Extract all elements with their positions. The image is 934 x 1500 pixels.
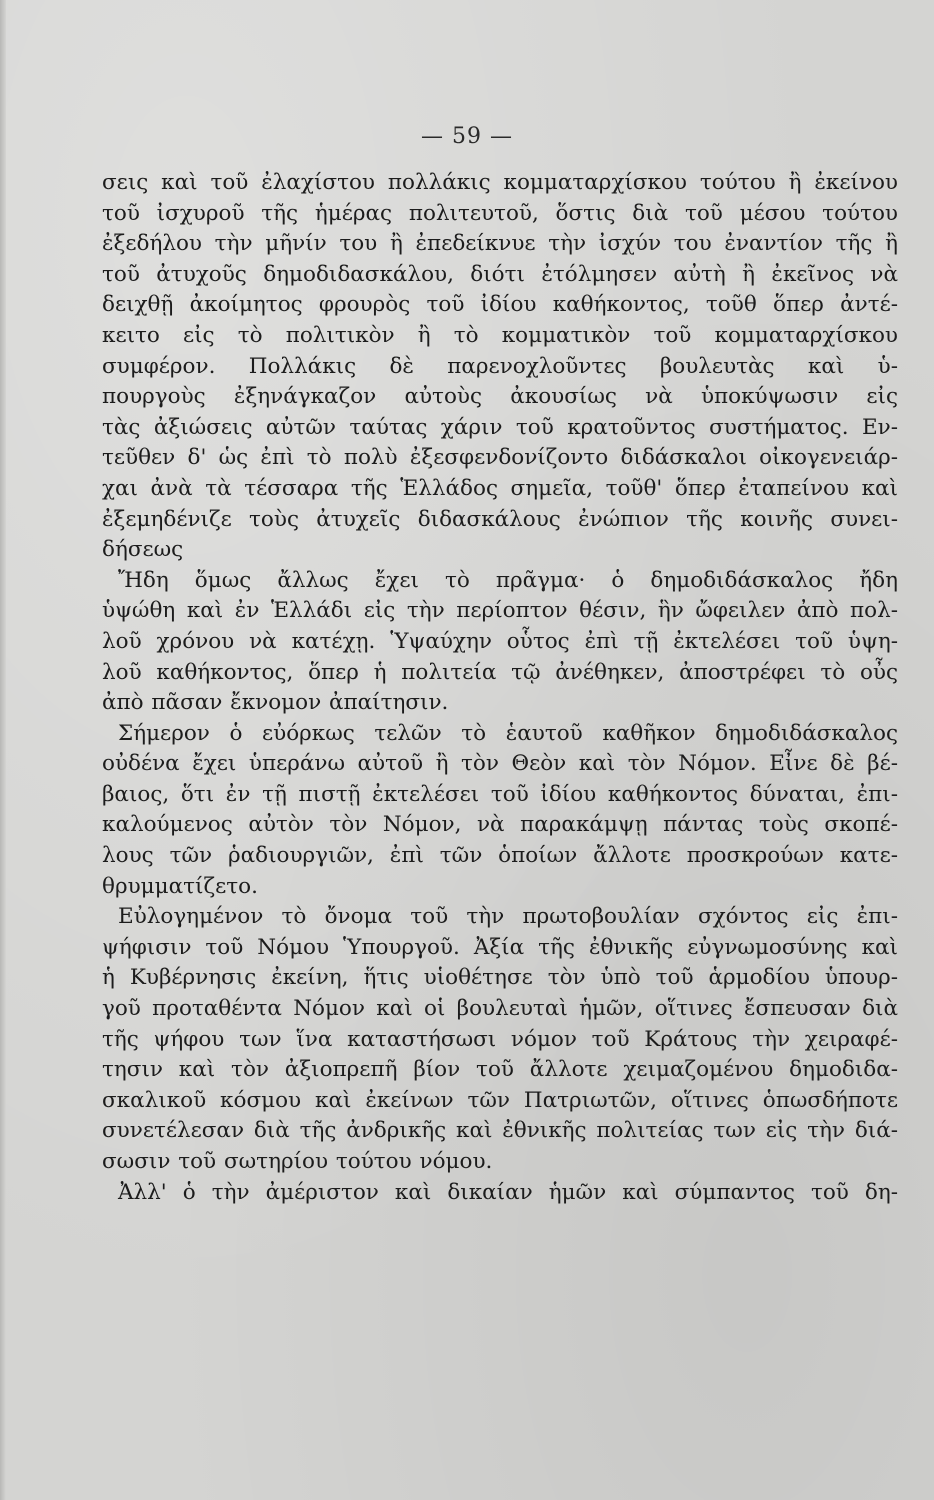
text-line: οὐδένα ἔχει ὑπεράνω αὐτοῦ ἢ τὸν Θεὸν καὶ τὸν Νόμον. Εἶνε δὲ βέ- [102, 751, 898, 777]
text-line: κειτο εἰς τὸ πολιτικὸν ἢ τὸ κομματικὸν τοῦ κομματαρχίσκου [102, 322, 898, 348]
text-line: Ἤδη ὅμως ἄλλως ἔχει τὸ πρᾶγμα· ὁ δημοδιδάσκαλος ἤδη [118, 567, 898, 593]
body-text [102, 168, 898, 1208]
text-line: ὑψώθη καὶ ἐν Ἑλλάδι εἰς τὴν περίοπτον θέσιν, ἣν ὤφειλεν ἀπὸ πολ- [102, 598, 898, 624]
text-line: σωσιν τοῦ σωτηρίου τούτου νόμου. [102, 1149, 493, 1174]
text-line: λοῦ χρόνου νὰ κατέχῃ. Ὑψαύχην οὗτος ἐπὶ τῇ ἐκτελέσει τοῦ ὑψη- [102, 628, 898, 654]
text-line: δήσεως [102, 537, 184, 563]
text-line: λους τῶν ῥαδιουργιῶν, ἐπὶ τῶν ὁποίων ἄλλοτε προσκρούων κατε- [102, 843, 898, 869]
text-line: καλούμενος αὐτὸν τὸν Νόμον, νὰ παρακάμψῃ πάντας τοὺς σκοπέ- [102, 812, 898, 838]
text-line: ψήφισιν τοῦ Νόμου Ὑπουργοῦ. Ἀξία τῆς ἐθνικῆς εὐγνωμοσύνης καὶ [102, 934, 898, 960]
text-line: τοῦ ἀτυχοῦς δημοδιδασκάλου, διότι ἐτόλμησεν αὐτὴ ἢ ἐκεῖνος νὰ [102, 261, 898, 287]
text-line: Εὐλογημένον τὸ ὄνομα τοῦ τὴν πρωτοβουλίαν σχόντος εἰς ἐπι- [118, 904, 898, 930]
text-line: τοῦ ἰσχυροῦ τῆς ἡμέρας πολιτευτοῦ, ὅστις διὰ τοῦ μέσου τούτου [102, 200, 898, 226]
text-line: τεῦθεν δ' ὡς ἐπὶ τὸ πολὺ ἐξεσφενδονίζοντο διδάσκαλοι οἰκογενειάρ- [102, 445, 898, 471]
page-edge-shadow [0, 0, 6, 1500]
text-line: τὰς ἀξιώσεις αὐτῶν ταύτας χάριν τοῦ κρατοῦντος συστήματος. Εν- [102, 414, 898, 440]
text-line: ἐξεμηδένιζε τοὺς ἀτυχεῖς διδασκάλους ἐνώπιον τῆς κοινῆς συνει- [102, 506, 898, 532]
text-line: ἡ Κυβέρνησις ἐκείνη, ἥτις υἱοθέτησε τὸν ὑπὸ τοῦ ἁρμοδίου ὑπουρ- [102, 965, 898, 991]
text-line: τησιν καὶ τὸν ἀξιοπρεπῆ βίον τοῦ ἄλλοτε χειμαζομένου δημοδιδα- [102, 1057, 898, 1083]
text-line: πουργοὺς ἐξηνάγκαζον αὐτοὺς ἀκουσίως νὰ ὑποκύψωσιν εἰς [102, 384, 898, 410]
text-line: γοῦ προταθέντα Νόμον καὶ οἱ βουλευταὶ ἡμῶν, οἵτινες ἔσπευσαν διὰ [102, 996, 898, 1022]
text-line: Ἀλλ' ὁ τὴν ἀμέριστον καὶ δικαίαν ἡμῶν καὶ σύμπαντος τοῦ δη- [118, 1179, 898, 1205]
text-line: σεις καὶ τοῦ ἐλαχίστου πολλάκις κομματαρχίσκου τούτου ἢ ἐκείνου [102, 170, 898, 195]
page-number: — 59 — [421, 124, 513, 149]
text-line: ἐξεδήλου τὴν μῆνίν του ἢ ἐπεδείκνυε τὴν ἰσχύν του ἐναντίον τῆς ἢ [102, 231, 898, 257]
text-line: συνετέλεσαν διὰ τῆς ἀνδρικῆς καὶ ἐθνικῆς πολιτείας των εἰς τὴν διά- [102, 1118, 898, 1144]
text-line: θρυμματίζετο. [102, 873, 258, 899]
text-line: βαιος, ὅτι ἐν τῇ πιστῇ ἐκτελέσει τοῦ ἰδίου καθήκοντος δύναται, ἐπι- [102, 781, 898, 807]
text-line: δειχθῇ ἀκοίμητος φρουρὸς τοῦ ἰδίου καθήκοντος, τοῦθ ὅπερ ἀντέ- [102, 292, 898, 318]
text-line: Σήμερον ὁ εὐόρκως τελῶν τὸ ἑαυτοῦ καθῆκον δημοδιδάσκαλος [118, 720, 898, 746]
text-line: συμφέρον. Πολλάκις δὲ παρενοχλοῦντες βουλευτὰς καὶ ὑ- [102, 353, 898, 379]
text-line: χαι ἀνὰ τὰ τέσσαρα τῆς Ἑλλάδος σημεῖα, τοῦθ' ὅπερ ἐταπείνου καὶ [102, 475, 898, 501]
text-line: σκαλικοῦ κόσμου καὶ ἐκείνων τῶν Πατριωτῶν, οἵτινες ὁπωσδήποτε [102, 1087, 898, 1113]
text-line: τῆς ψήφου των ἵνα καταστήσωσι νόμον τοῦ Κράτους τὴν χειραφέ- [102, 1026, 898, 1052]
text-line: λοῦ καθήκοντος, ὅπερ ἡ πολιτεία τῷ ἀνέθηκεν, ἀποστρέφει τὸ οὖς [102, 659, 898, 685]
text-line: ἀπὸ πᾶσαν ἔκνομον ἀπαίτησιν. [102, 690, 449, 716]
